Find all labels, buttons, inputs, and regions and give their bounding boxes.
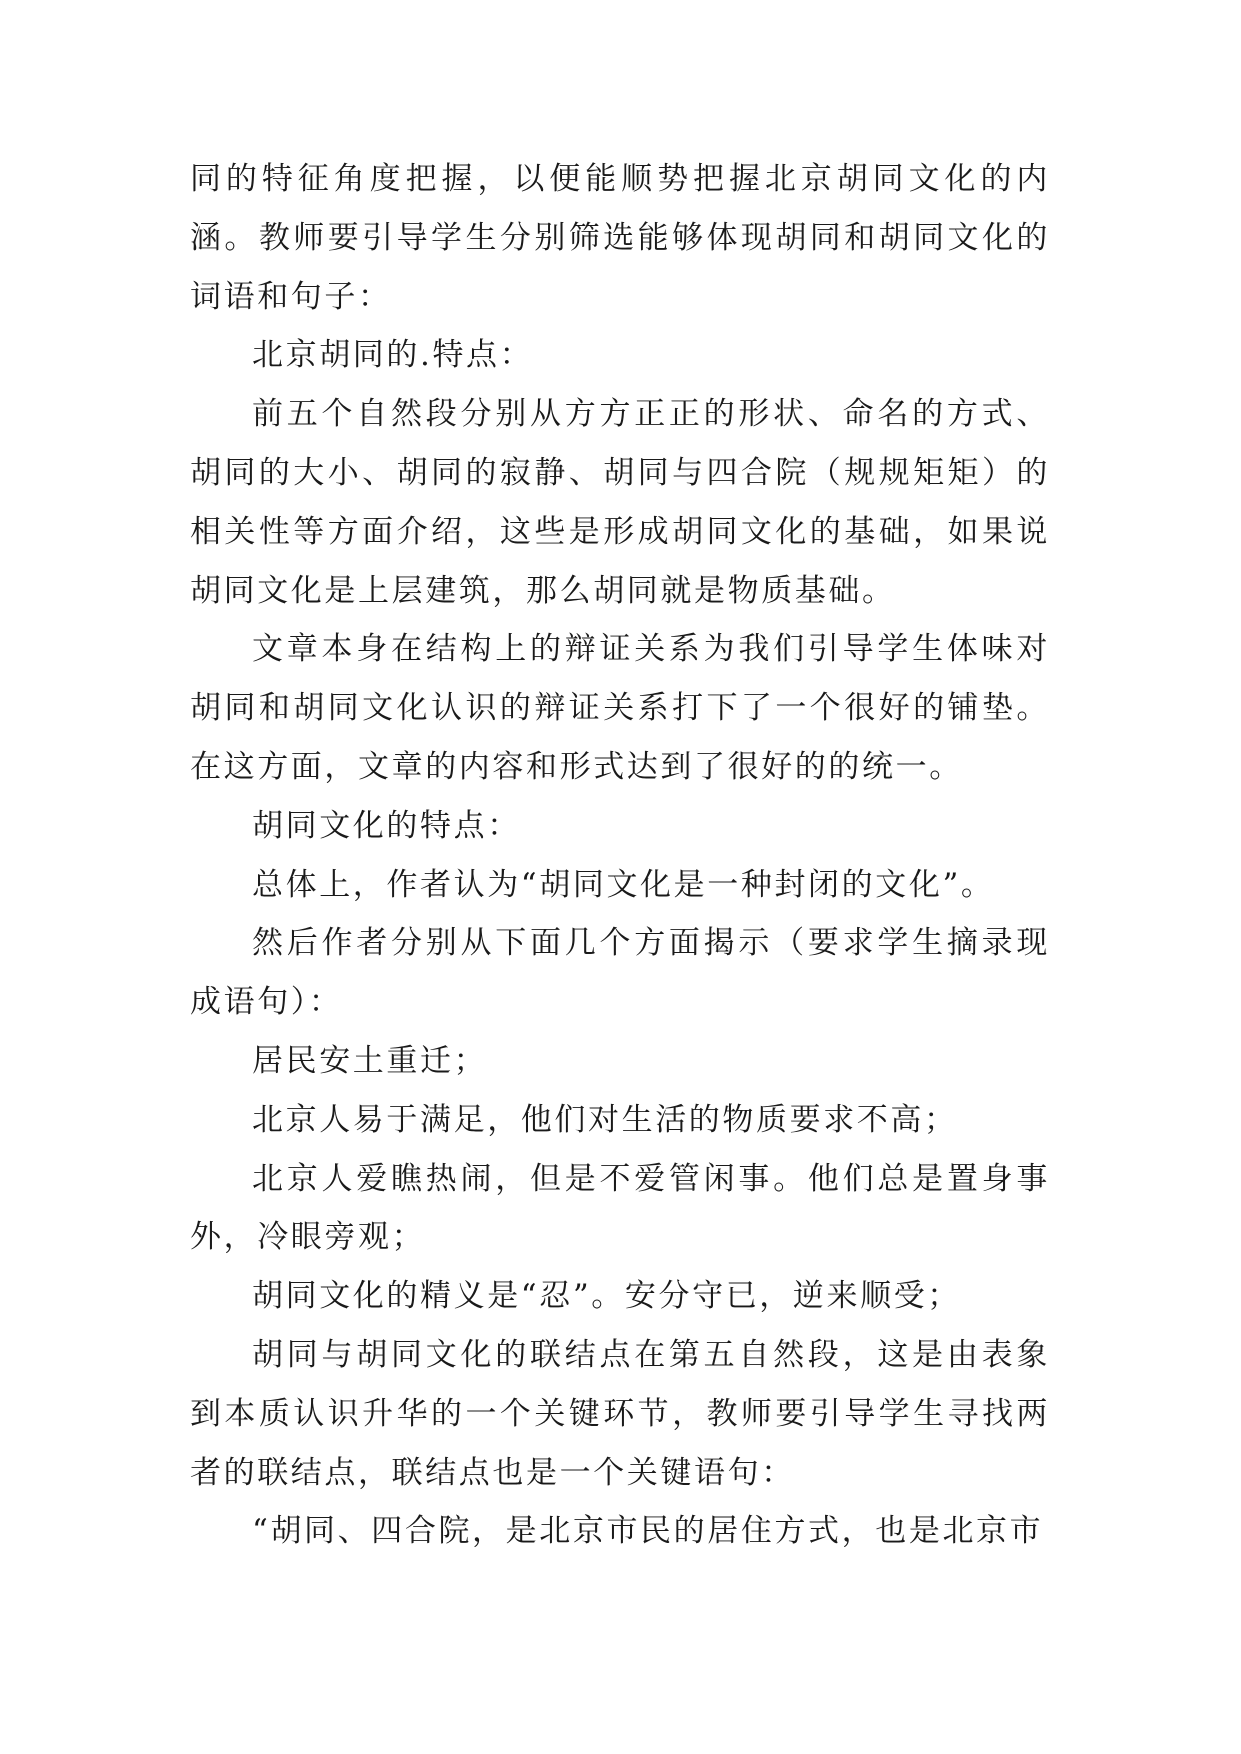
paragraph: 胡同文化的精义是“忍”。安分守已，逆来顺受； <box>252 1278 961 1315</box>
paragraph: 同的特征角度把握，以便能顺势把握北京胡同文化的内涵。教师要引导学生分别筛选能够体现胡同和胡同文化的词语和句子： <box>190 161 1050 315</box>
paragraph: “胡同、四合院，是北京市民的居住方式，也是北京市 <box>252 1513 1044 1550</box>
paragraph: 总体上，作者认为“胡同文化是一种封闭的文化”。 <box>252 866 995 903</box>
paragraph: 居民安土重迁； <box>252 1042 488 1079</box>
paragraph: 文章本身在结构上的辩证关系为我们引导学生体味对胡同和胡同文化认识的辩证关系打下了一个很好的铺垫。在这方面，文章的内容和形式达到了很好的的统一。 <box>190 631 1050 785</box>
paragraph: 胡同文化的特点： <box>252 807 521 844</box>
document-body <box>190 150 1050 1561</box>
paragraph: 然后作者分别从下面几个方面揭示（要求学生摘录现成语句）： <box>190 925 1050 1021</box>
paragraph: 胡同与胡同文化的联结点在第五自然段，这是由表象到本质认识升华的一个关键环节，教师要引导学生寻找两者的联结点，联结点也是一个关键语句： <box>190 1336 1050 1491</box>
paragraph: 北京人爱瞧热闹，但是不爱管闲事。他们总是置身事外，冷眼旁观； <box>190 1160 1050 1256</box>
paragraph: 北京胡同的.特点： <box>252 337 534 374</box>
paragraph: 前五个自然段分别从方方正正的形状、命名的方式、胡同的大小、胡同的寂静、胡同与四合院（规规矩矩）的相关性等方面介绍，这些是形成胡同文化的基础，如果说胡同文化是上层建筑，那么胡同就是物质基础。 <box>190 396 1050 609</box>
paragraph: 北京人易于满足，他们对生活的物质要求不高； <box>252 1101 958 1138</box>
